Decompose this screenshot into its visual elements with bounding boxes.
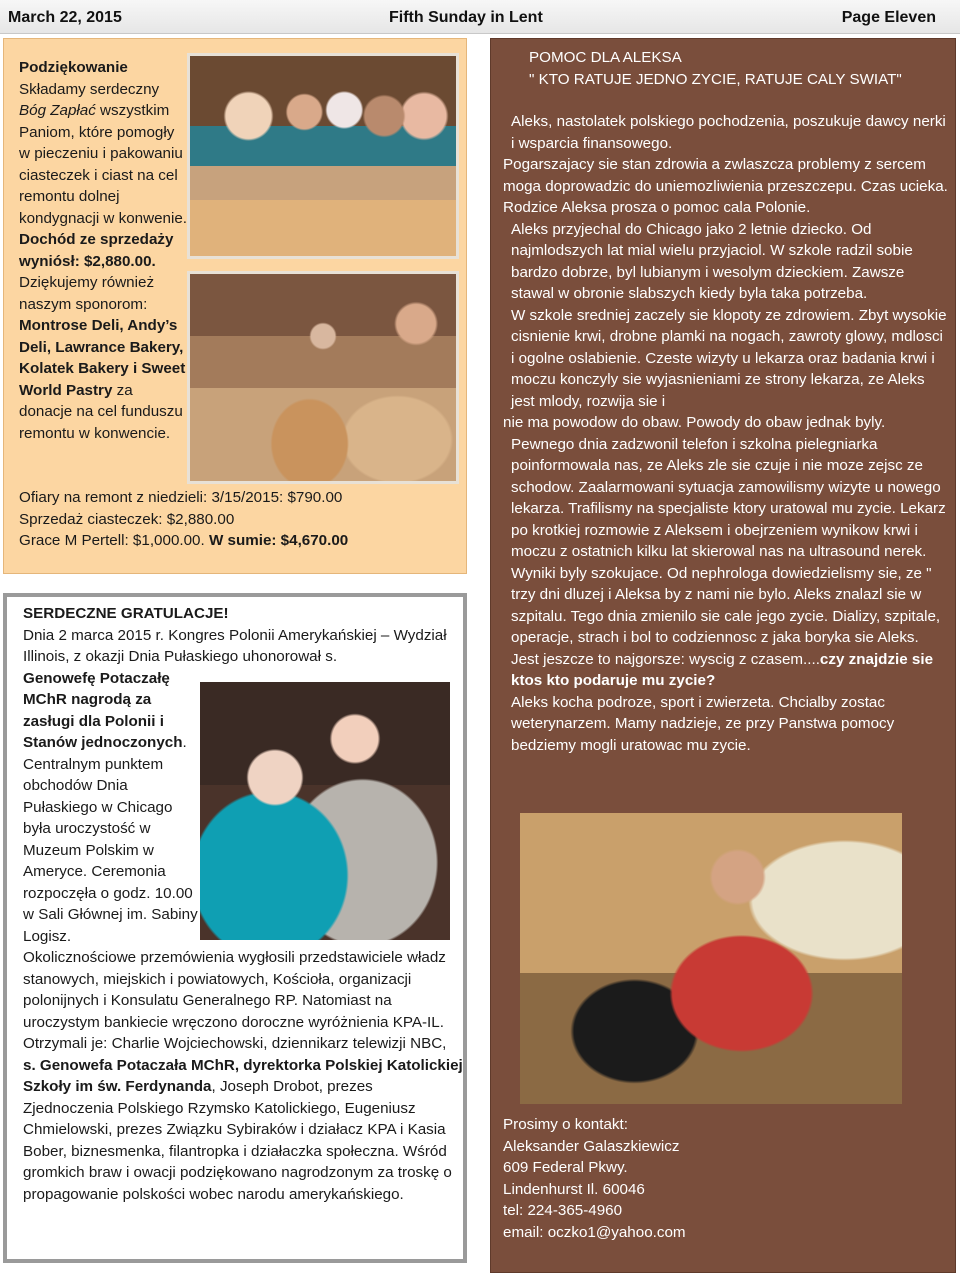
congrats-recipients <box>23 1033 463 1205</box>
aleks-p6: Aleks kocha podroze, sport i zwierzeta. Chcialby zostac weterynarzem. Mamy nadzieje, ze przy Panstwa pomocy bedziemy mogli uratowac mu zycie. <box>511 693 895 754</box>
congrats-ceremony: Centralnym punktem obchodów Dnia Pułaskiego w Chicago była uroczystość w Muzeum Polskim w Ameryce. Ceremonia rozpoczęła o godz. 10.00 w Sali Głównej im. Sabiny Logisz. <box>23 755 198 945</box>
bake-sale-photo-tables <box>187 271 459 484</box>
thanks-totals <box>19 487 459 552</box>
congrats-recipients-post: , Joseph Drobot, prezes Zjednoczenia Polskiego Rzymsko Katolickiego, Eugeniusz Chmielowski, prezes Związku Sybiraków i działacz KPA i Kasia Bober, biznesmenka, filantropka i działaczka społeczna. Wśród gromkich braw i owacji podziękowano nagrodzonym za troskę o propagowanie polskości wobec narodu amerykańskiego. <box>23 1078 452 1203</box>
aleks-contact <box>503 1114 943 1243</box>
congrats-title: SERDECZNE GRATULACJE! <box>23 605 229 622</box>
thanks-title: Podziękowanie <box>19 59 128 76</box>
aleks-p5-text: Pewnego dnia zadzwonil telefon i szkolna pielegniarka poinformowala nas, ze Aleks zle sie czuje i nie moze zejsc ze schodow. Zaalarmowani sytuacja zamowilismy wizyte u nowego lekarza. Trafilismy na specjaliste ktory uratowal mu zycie. Lekarz po krotkiej rozmowie z Aleksem i obejrzeniem wynikow krwi i moczu z ostatnich kilku lat skierowal nas na ultrasound nerek. Wyniki byly szokujace. Od nephrologa dowiedzielismy sie, ze " trzy dni dluzej i Aleksa by z nami nie bylo. Aleks znalazl sie w szpitalu. Tego dnia zmienilo sie cale jego zycie. Dializy, szpitale, operacje, strach i bol to codziennosc z jaka boryka sie Aleks. Jest jeszcze to najgorsze: wyscig z czasem.... <box>511 435 946 668</box>
thanks-rest: wszystkim Paniom, które pomogły w pieczeniu i pakowaniu ciasteczek i ciast na cel remontu dolnej kondygnacji w konwenie. <box>19 102 188 227</box>
thanks-income: Dochód ze sprzedaży wyniósł: $2,880.00. <box>19 231 174 270</box>
thanks-grace: Grace M Pertell: $1,000.00. <box>19 532 209 549</box>
aleks-text <box>503 47 949 756</box>
thanks-sponsors: Montrose Deli, Andy’s Deli, Lawrance Bakery, Kolatek Bakery i Sweet World Pastry <box>19 317 186 399</box>
aleks-p4: W szkole sredniej zaczely sie klopoty ze zdrowiem. Zbyt wysokie cisnienie krwi, drobne plamki na nogach, zawroty glowy, mdlosci i ogolne oslabienie. Czeste wizyty u lekarza oraz badania krwi i moczu konczyly sie wyjasnieniami ze strony lekarza, ze Aleks jest mlody, rozwija sie i <box>511 306 947 410</box>
aleks-p3: Aleks przyjechal do Chicago jako 2 letnie dziecko. Od najmlodszych lat mial wielu przyjaciol. W szkole radzil sobie bardzo dobrze, byl lubianym i wesolym dzieckiem. Zawsze stawal w obronie slabszych kiedy byla taka potrzeba. <box>511 220 913 302</box>
thanks-bog-zaplac: Bóg Zapłać <box>19 102 96 119</box>
contact-street: 609 Federal Pkwy. <box>503 1159 628 1176</box>
contact-city: Lindenhurst Il. 60046 <box>503 1180 645 1198</box>
thanks-sponsors-intro: Dziękujemy również naszym sponorom: <box>19 274 155 313</box>
thanks-line1: Składamy serdeczny <box>19 80 160 98</box>
congrats-recipients-pre: Otrzymali je: Charlie Wojciechowski, dziennikarz telewizji NBC, <box>23 1035 447 1052</box>
congrats-honor-end: . <box>182 734 187 751</box>
thanks-line-sales: Sprzedaż ciasteczek: $2,880.00 <box>19 510 235 528</box>
congrats-intro: Dnia 2 marca 2015 r. Kongres Polonii Amerykańskiej – Wydział Illinois, z okazji Dnia Pułaskiego uhonorował s. <box>23 626 447 665</box>
aleks-p5 <box>503 434 949 692</box>
aleks-title: POMOC DLA ALEKSA <box>529 49 682 66</box>
contact-email[interactable]: email: oczko1@yahoo.com <box>503 1223 686 1241</box>
congrats-recipients-bold: s. Genowefa Potaczała MChR, dyrektorka Polskiej Katolickiej Szkoły im św. Ferdynanda <box>23 1056 463 1095</box>
thanks-text <box>19 57 189 444</box>
header-date: March 22, 2015 <box>8 9 122 26</box>
aleks-p4b: nie ma powodow do obaw. Powody do obaw jednak byly. <box>503 414 886 431</box>
bake-sale-photo-group <box>187 53 459 259</box>
contact-line1: Prosimy o kontakt: <box>503 1116 628 1133</box>
thanks-tail: za donacje na cel funduszu remontu w konwencie. <box>19 381 183 442</box>
aleks-subtitle: " KTO RATUJE JEDNO ZYCIE, RATUJE CALY SWIAT" <box>529 70 902 88</box>
contact-phone: tel: 224-365-4960 <box>503 1202 623 1219</box>
aleks-p5-bold: czy znajdzie sie ktos kto podaruje mu zycie? <box>511 650 934 689</box>
header-title: Fifth Sunday in Lent <box>389 9 543 26</box>
thanks-line-total <box>19 530 459 552</box>
thanks-line-donations: Ofiary na remont z niedzieli: 3/15/2015: $790.00 <box>19 489 343 506</box>
thanks-sum: W sumie: $4,670.00 <box>208 532 349 549</box>
congrats-honor-block <box>23 668 198 948</box>
contact-name: Aleksander Galaszkiewicz <box>503 1137 680 1155</box>
aleks-p1: Aleks, nastolatek polskiego pochodzenia, poszukuje dawcy nerki i wsparcia finansowego. <box>511 113 946 152</box>
congrats-honor: Genowefę Potaczałę MChR nagrodą za zasługi dla Polonii i Stanów jednoczonych <box>23 669 183 751</box>
header-page-number: Page Eleven <box>841 9 936 26</box>
aleks-p2: Pogarszajacy sie stan zdrowia a zwlaszcza problemy z sercem moga doprowadzic do uniemozliwienia przeszczepu. Czas ucieka. Rodzice Aleksa prosza o pomoc cala Polonie. <box>503 156 948 216</box>
award-photo <box>200 682 450 940</box>
page-header <box>0 0 960 34</box>
congrats-speeches: Okolicznościowe przemówienia wygłosili przedstawiciele władz stanowych, miejskich i powiatowych, Kościoła, organizacji polonijnych i Konsulatu Generalnego RP. Natomiast na uroczystym bankiecie wręczono doroczne wyróżnienia KPA-IL. <box>23 949 446 1031</box>
aleks-photo <box>520 813 902 1104</box>
